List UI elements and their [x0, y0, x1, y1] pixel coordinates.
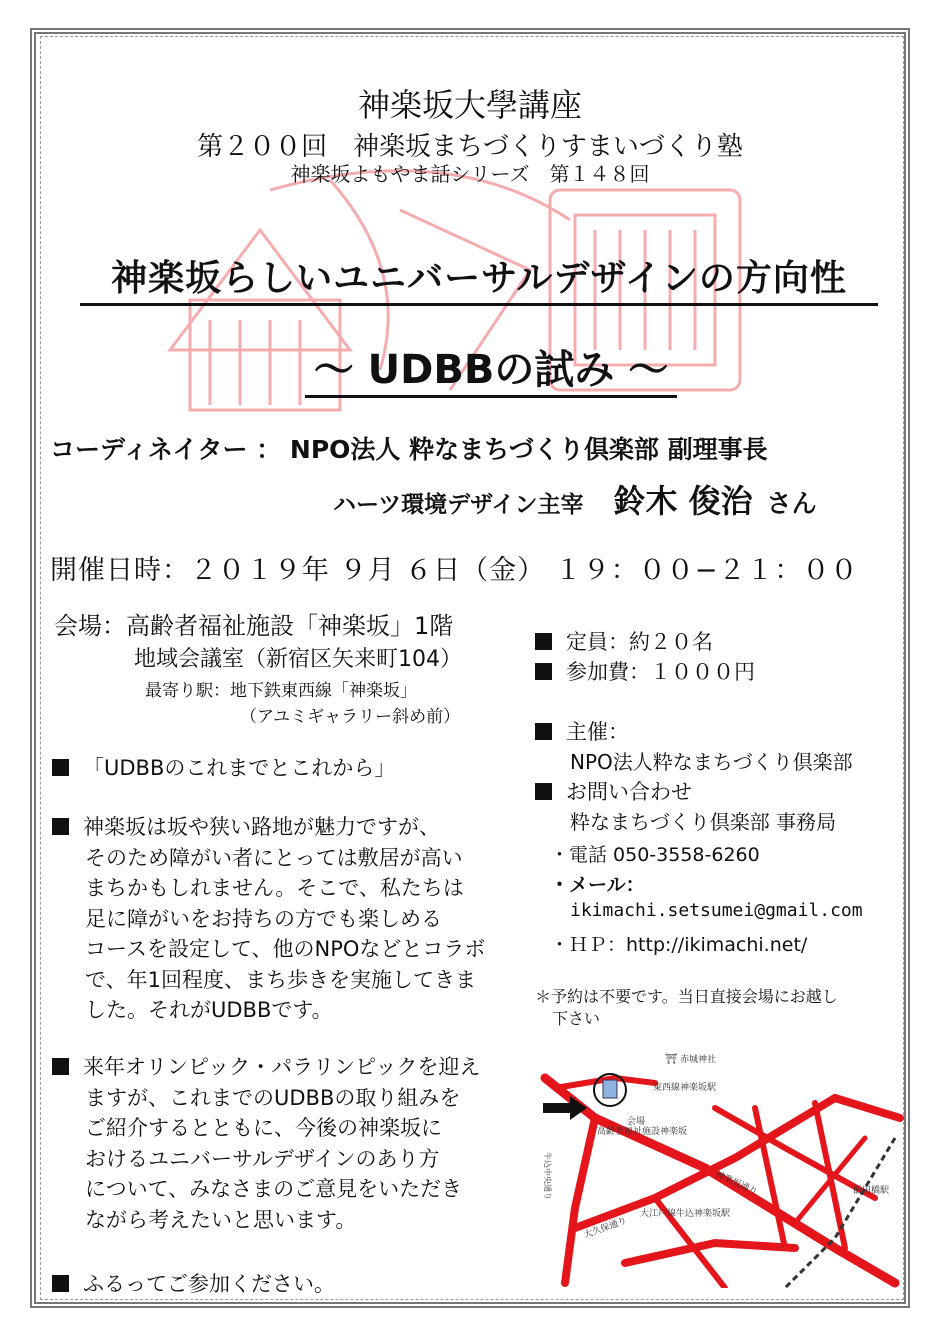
bullet-3: 来年オリンピック・パラリンピックを迎え ますが、これまでのUDBBの取り組みを ご紹介するとともに、今後の神楽坂に おけるユニバーサルデザインのあり方 について、みなさまのご意見をいただき ながら考えたいと思います。: [52, 1052, 480, 1235]
map-label-okubo-road: 大久保通り: [582, 1216, 629, 1241]
coordinator-line: コーディネイター ： NPO法人 粋なまちづくり倶楽部 副理事長: [50, 435, 768, 464]
host-label: 主催：: [535, 716, 629, 746]
venue-line-4: （アユミギャラリー斜め前）: [240, 707, 461, 727]
bullet-1: 「UDBBのこれまでとこれから」: [52, 752, 395, 782]
host-name: NPO法人粋なまちづくり倶楽部: [570, 750, 853, 774]
contact-label: お問い合わせ: [535, 776, 692, 806]
contact-email[interactable]: ikimachi.setsumei@gmail.com: [570, 900, 863, 921]
fee: 参加費：１０００円: [535, 656, 755, 686]
map-label-shrine: 赤城神社: [680, 1055, 717, 1065]
venue-line-3: 最寄り駅：地下鉄東西線「神楽坂」: [145, 681, 417, 701]
contact-homepage[interactable]: ・ＨＰ：http://ikimachi.net/: [550, 934, 808, 956]
reservation-note: ＊予約は不要です。当日直接会場にお越し: [535, 987, 838, 1006]
map-label-tozai-station: 東西線神楽坂駅: [653, 1083, 717, 1093]
square-bullet-icon: [535, 633, 552, 650]
map-label-oedo-station: 大江戸線牛込神楽坂駅: [640, 1209, 731, 1219]
square-bullet-icon: [52, 1275, 69, 1292]
venue-line-1: 会場：高齢者福祉施設「神楽坂」1階: [54, 612, 454, 640]
square-bullet-icon: [52, 818, 69, 835]
map-label-venue: 会場: [627, 1117, 646, 1127]
contact-phone: ・電話 050-3558-6260: [550, 844, 760, 866]
venue-building-icon: [603, 1080, 617, 1098]
reservation-note-cont: 下さい: [552, 1009, 601, 1028]
sub-title: ～ UDBBの試み ～: [305, 338, 677, 398]
main-title: 神楽坂らしいユニバーサルデザインの方向性: [80, 250, 878, 306]
map-label-venue-name: 高齢者福祉施設神楽坂: [597, 1127, 688, 1137]
series-subtitle: 神楽坂よもやま話シリーズ 第１４８回: [290, 162, 650, 186]
capacity: 定員：約２０名: [535, 626, 713, 656]
square-bullet-icon: [52, 759, 69, 776]
coordinator-honorific: さん: [766, 489, 817, 518]
event-date: 開催日時：２０１９年 ９月 ６日（金） １９：００−２１：００: [50, 555, 859, 586]
map-label-iidabashi-station: 飯田橋駅: [853, 1186, 890, 1196]
contact-org: 粋なまちづくり倶楽部 事務局: [570, 810, 837, 834]
access-map: [535, 1048, 905, 1288]
contact-mail-label: ・メール：: [550, 874, 645, 896]
coordinator-org: ハーツ環境デザイン主宰: [333, 492, 584, 518]
lecture-series-title: 神楽坂大學講座: [357, 86, 582, 124]
square-bullet-icon: [535, 663, 552, 680]
map-label-kagurazaka-road: 神楽坂通り: [713, 1169, 759, 1198]
coordinator-name: 鈴木 俊治: [613, 482, 753, 520]
bullet-4: ふるってご参加ください。: [52, 1268, 335, 1298]
square-bullet-icon: [535, 783, 552, 800]
square-bullet-icon: [52, 1058, 69, 1075]
bullet-2: 神楽坂は坂や狭い路地が魅力ですが、 そのため障がい者にとっては敷居が高い まちかもしれません。そこで、私たちは 足に障がいをお持ちの方でも楽しめる コースを設定して、他のNPOなどとコラボ で、年1回程度、まち歩きを実施してきま した。それがUDBBです。: [52, 812, 485, 1026]
venue-line-2: 地域会議室（新宿区矢来町104）: [134, 647, 462, 672]
session-title: 第２００回 神楽坂まちづくりすまいづくり塾: [197, 132, 743, 162]
coordinator-org-line: [333, 476, 817, 522]
square-bullet-icon: [535, 723, 552, 740]
svg-text:⛩: ⛩: [665, 1054, 678, 1065]
map-label-ushigome-road: 牛込中央通り: [543, 1152, 552, 1200]
